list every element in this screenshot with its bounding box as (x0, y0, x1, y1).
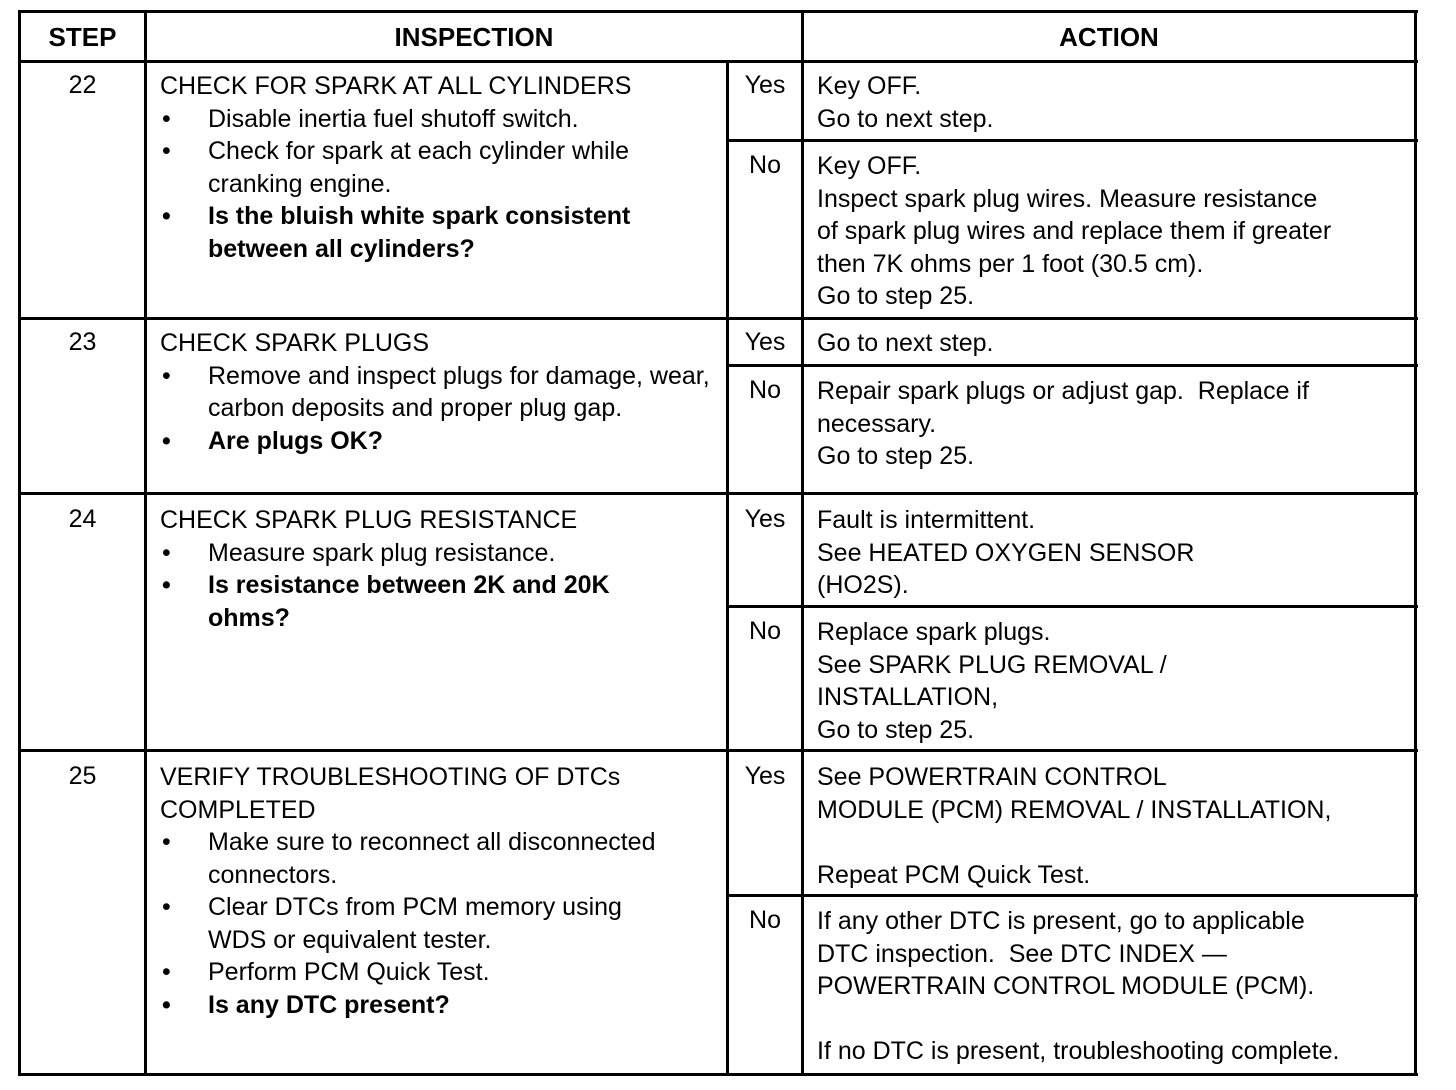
action-line: If no DTC is present, troubleshooting complete. (817, 1037, 1340, 1065)
inspection-bullet: • Clear DTCs from PCM memory using WDS or equivalent tester. (160, 891, 720, 956)
action-line: See POWERTRAIN CONTROL (817, 763, 1167, 791)
no-action (817, 616, 1407, 746)
inspection-bullets (160, 103, 720, 266)
yes-label: Yes (744, 762, 786, 790)
no-action (817, 905, 1407, 1068)
inspection-bullet: • Check for spark at each cylinder while cranking engine. (160, 135, 720, 200)
row-divider (18, 749, 1418, 752)
inspection-title: CHECK SPARK PLUGS (160, 329, 430, 357)
inspection-bullets (160, 360, 720, 458)
action-line: Key OFF. (817, 72, 922, 100)
action-line-blank (817, 1003, 1407, 1036)
yes-no-divider (726, 139, 1418, 142)
yes-action (817, 70, 1407, 135)
inspection-bullet: • Perform PCM Quick Test. (160, 956, 720, 989)
inspection-title: CHECK FOR SPARK AT ALL CYLINDERS (160, 72, 632, 100)
yes-label: Yes (744, 328, 786, 356)
inspection-bullet: • Disable inertia fuel shutoff switch. (160, 103, 720, 136)
no-label: No (749, 151, 781, 179)
yes-action (817, 761, 1407, 891)
table-border-right (1414, 10, 1417, 1076)
action-line: (HO2S). (817, 571, 909, 599)
yes-no-divider (726, 605, 1418, 608)
step-number: 23 (68, 328, 97, 356)
action-line-blank (817, 826, 1407, 859)
no-label: No (749, 906, 781, 934)
action-line: Go to step 25. (817, 282, 975, 310)
inspection-title: COMPLETED (160, 795, 316, 824)
action-line: Inspect spark plug wires. Measure resistance (817, 184, 1318, 213)
yes-label: Yes (744, 71, 786, 99)
inspection-question: • Is the bluish white spark consistent between all cylinders? (160, 200, 720, 265)
action-line: See HEATED OXYGEN SENSOR (817, 538, 1195, 567)
action-line: Fault is intermittent. (817, 506, 1036, 534)
inspection-question: • Is any DTC present? (160, 989, 720, 1022)
table-border-bottom (18, 1073, 1418, 1076)
action-line: of spark plug wires and replace them if greater (817, 217, 1332, 245)
no-action (817, 375, 1407, 473)
inspection-question: • Are plugs OK? (160, 425, 720, 458)
step-number: 22 (68, 71, 97, 99)
action-line: Replace spark plugs. (817, 618, 1051, 646)
yes-label: Yes (744, 505, 786, 533)
inspection-bullets (160, 537, 720, 635)
yes-action (817, 327, 1407, 360)
inspection-cell (160, 504, 720, 634)
action-line: MODULE (PCM) REMOVAL / INSTALLATION, (817, 795, 1332, 824)
action-line: See SPARK PLUG REMOVAL / (817, 650, 1167, 679)
no-label: No (749, 617, 781, 645)
action-line: If any other DTC is present, go to applicable (817, 907, 1305, 935)
action-line: necessary. (817, 409, 937, 438)
action-line: POWERTRAIN CONTROL MODULE (PCM). (817, 972, 1315, 1000)
inspection-question: • Is resistance between 2K and 20K ohms? (160, 569, 720, 634)
table-border-left (18, 10, 21, 1076)
action-line: Repeat PCM Quick Test. (817, 860, 1091, 889)
action-line: Go to next step. (817, 329, 994, 357)
inspection-cell (160, 761, 720, 1021)
step-number: 24 (68, 505, 97, 533)
action-line: then 7K ohms per 1 foot (30.5 cm). (817, 249, 1204, 278)
action-line: Go to step 25. (817, 442, 975, 470)
action-line: Repair spark plugs or adjust gap. Replace if (817, 377, 1309, 405)
step-column-divider (144, 10, 147, 1076)
action-line: DTC inspection. See DTC INDEX — (817, 939, 1227, 968)
row-divider (18, 492, 1418, 495)
header-step: STEP (48, 21, 117, 52)
step-number: 25 (68, 762, 97, 790)
action-line: Go to next step. (817, 104, 994, 133)
action-line: INSTALLATION, (817, 683, 999, 711)
inspection-cell (160, 70, 720, 265)
inspection-title: VERIFY TROUBLESHOOTING OF DTCs (160, 763, 621, 791)
no-action (817, 150, 1407, 313)
action-line: Key OFF. (817, 152, 922, 180)
inspection-title: CHECK SPARK PLUG RESISTANCE (160, 506, 578, 534)
header-inspection: INSPECTION (394, 21, 554, 52)
yes-action (817, 504, 1407, 602)
yes-no-divider (726, 894, 1418, 897)
inspection-bullet: • Measure spark plug resistance. (160, 537, 720, 570)
header-action: ACTION (1059, 21, 1159, 52)
inspection-cell (160, 327, 720, 457)
no-label: No (749, 376, 781, 404)
inspection-bullet: • Make sure to reconnect all disconnected connectors. (160, 826, 720, 891)
inspection-bullets (160, 826, 720, 1021)
action-line: Go to step 25. (817, 715, 975, 744)
row-divider (18, 317, 1418, 320)
yes-no-divider (726, 364, 1418, 367)
inspection-bullet: • Remove and inspect plugs for damage, wear, carbon deposits and proper plug gap. (160, 360, 720, 425)
